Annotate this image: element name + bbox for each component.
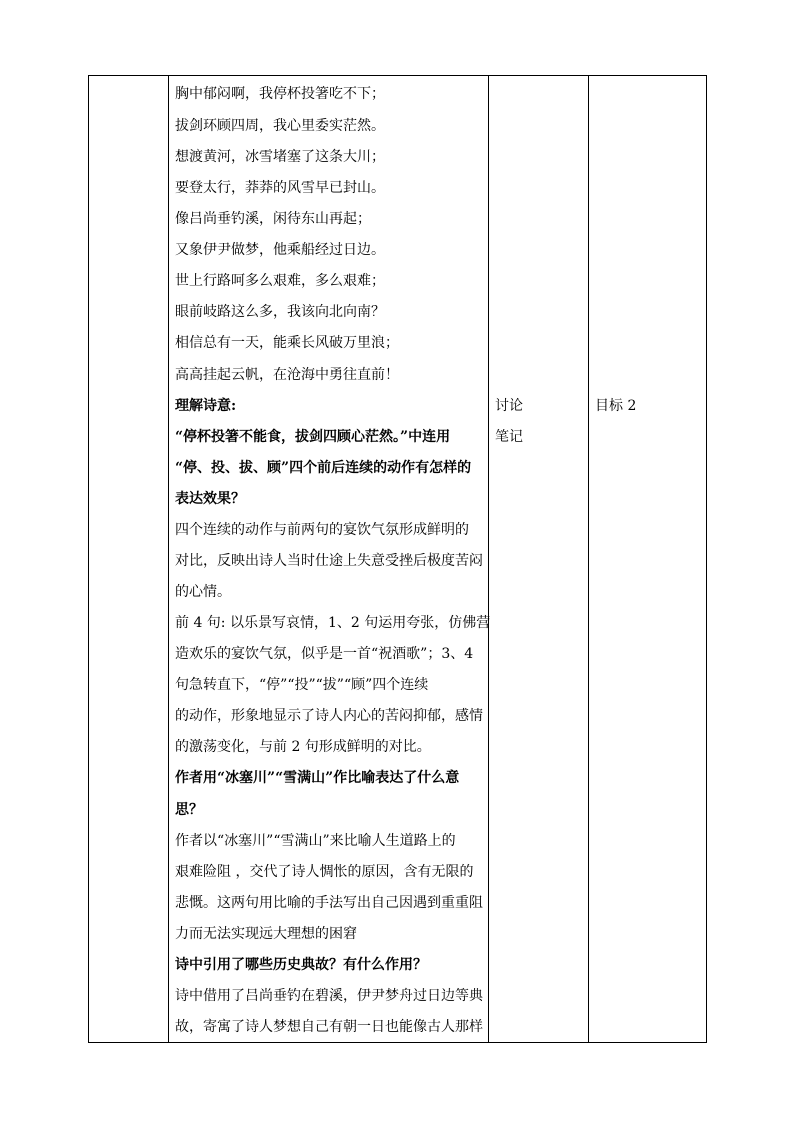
answer-line: 的激荡变化，与前 2 句形成鲜明的对比。	[175, 739, 431, 755]
poem-line: 像吕尚垂钓溪，闲待东山再起；	[175, 211, 371, 227]
answer-line: 造欢乐的宴饮气氛，似乎是一首“祝酒歌”；3、4	[175, 646, 474, 662]
column-divider	[488, 76, 489, 1042]
answer-line: 对比，反映出诗人当时仕途上失意受挫后极度苦闷	[175, 553, 483, 569]
activity-notes: 笔记	[495, 429, 523, 445]
answer-line: 诗中借用了吕尚垂钓在碧溪，伊尹梦舟过日边等典	[175, 988, 483, 1004]
answer-line: 艰难险阻 ，交代了诗人惆怅的原因，含有无限的	[175, 864, 474, 880]
answer-line: 故，寄寓了诗人梦想自己有朝一日也能像古人那样	[175, 1019, 483, 1035]
answer-line: 前 4 句: 以乐景写哀情，1、2 句运用夸张，仿佛营	[175, 615, 491, 631]
question-line: 诗中引用了哪些历史典故？有什么作用？	[175, 957, 427, 973]
answer-line: 的心情。	[175, 584, 231, 600]
poem-line: 想渡黄河，冰雪堵塞了这条大川；	[175, 149, 385, 165]
poem-line: 胸中郁闷啊，我停杯投箸吃不下；	[175, 86, 385, 102]
section-heading: 理解诗意:	[175, 398, 237, 414]
column-divider	[168, 76, 169, 1042]
poem-line: 又象伊尹做梦，他乘船经过日边。	[175, 242, 385, 258]
answer-line: 作者以“冰塞川”“雪满山”来比喻人生道路上的	[175, 833, 456, 849]
answer-line: 句急转直下，“停”“投”“拔”“顾”四个连续	[175, 677, 429, 693]
question-line: “停、投、拔、顾”四个前后连续的动作有怎样的	[175, 460, 472, 476]
question-line: 表达效果？	[175, 491, 245, 507]
answer-line: 悲慨。这两句用比喻的手法写出自己因遇到重重阻	[175, 895, 483, 911]
question-line: “停杯投箸不能食，拔剑四顾心茫然。”中连用	[175, 429, 451, 445]
question-line: 作者用“冰塞川”“雪满山”作比喻表达了什么意	[175, 770, 460, 786]
poem-line: 高高挂起云帆，在沧海中勇往直前！	[175, 367, 399, 383]
poem-line: 世上行路呵多么艰难，多么艰难；	[175, 273, 385, 289]
answer-line: 力而无法实现远大理想的困窘	[175, 926, 357, 942]
question-line: 思？	[175, 802, 203, 818]
activity-discuss: 讨论	[495, 398, 523, 414]
poem-line: 要登太行，莽莽的风雪早已封山。	[175, 180, 385, 196]
answer-line: 的动作，形象地显示了诗人内心的苦闷抑郁，感情	[175, 708, 483, 724]
goal-label: 目标 2	[595, 398, 637, 414]
poem-line: 拔剑环顾四周，我心里委实茫然。	[175, 118, 385, 134]
column-divider	[588, 76, 589, 1042]
poem-line: 相信总有一天，能乘长风破万里浪；	[175, 335, 399, 351]
lesson-table	[88, 75, 707, 1043]
poem-line: 眼前岐路这么多，我该向北向南？	[175, 304, 385, 320]
answer-line: 四个连续的动作与前两句的宴饮气氛形成鲜明的	[175, 522, 469, 538]
